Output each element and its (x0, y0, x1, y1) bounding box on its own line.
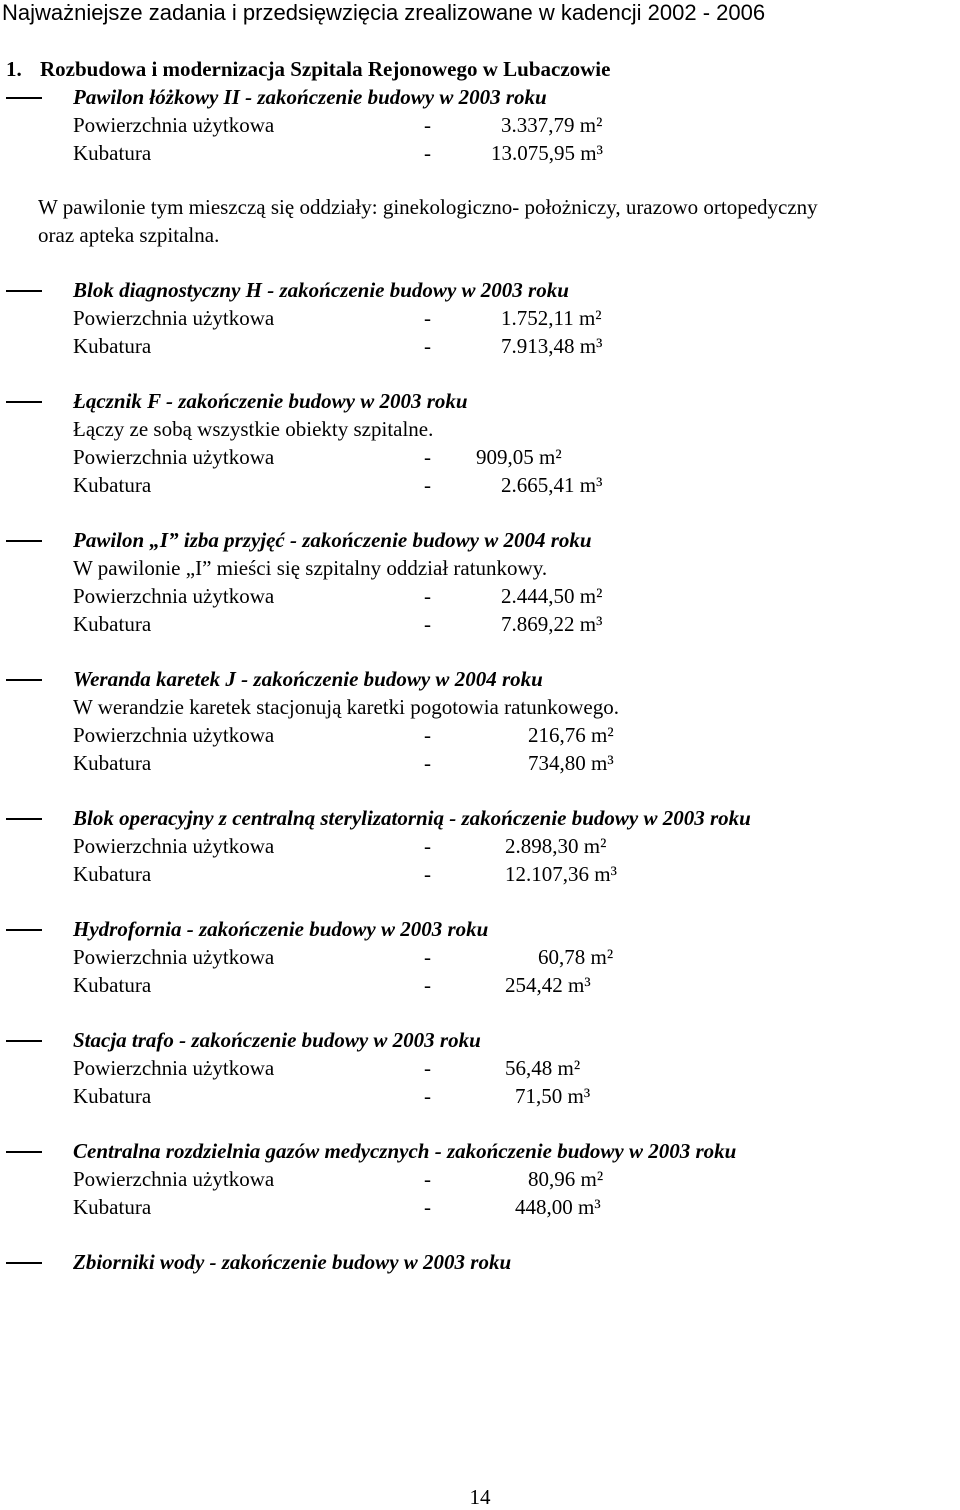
dash-bullet (6, 540, 42, 542)
area-value: 1.752,11 m² (501, 306, 602, 330)
volume-separator: - (424, 1195, 431, 1219)
area-separator: - (424, 1056, 431, 1080)
volume-value: 7.869,22 m³ (501, 612, 603, 636)
area-label: Powierzchnia użytkowa (73, 723, 275, 747)
dash-bullet (6, 1040, 42, 1042)
area-label: Powierzchnia użytkowa (73, 584, 275, 608)
area-separator: - (424, 584, 431, 608)
dash-bullet (6, 1151, 42, 1153)
volume-value: 448,00 m³ (515, 1195, 601, 1219)
volume-label: Kubatura (73, 751, 152, 775)
dash-bullet (6, 1262, 42, 1264)
volume-label: Kubatura (73, 1084, 152, 1108)
area-value: 80,96 m² (528, 1167, 604, 1191)
item-heading: Hydrofornia - zakończenie budowy w 2003 roku (73, 917, 489, 941)
volume-value: 254,42 m³ (505, 973, 591, 997)
volume-label: Kubatura (73, 141, 152, 165)
area-label: Powierzchnia użytkowa (73, 945, 275, 969)
area-value: 909,05 m² (476, 445, 562, 469)
volume-separator: - (424, 473, 431, 497)
item-note: W pawilonie „I” mieści się szpitalny oddział ratunkowy. (73, 556, 548, 580)
volume-label: Kubatura (73, 1195, 152, 1219)
section-title: Rozbudowa i modernizacja Szpitala Rejonowego w Lubaczowie (40, 57, 611, 81)
area-separator: - (424, 445, 431, 469)
area-value: 3.337,79 m² (501, 113, 603, 137)
volume-label: Kubatura (73, 473, 152, 497)
volume-value: 734,80 m³ (528, 751, 614, 775)
item-heading: Pawilon „I” izba przyjęć - zakończenie budowy w 2004 roku (73, 528, 592, 552)
area-value: 60,78 m² (538, 945, 614, 969)
dash-bullet (6, 97, 42, 99)
area-separator: - (424, 1167, 431, 1191)
item-heading: Zbiorniki wody - zakończenie budowy w 2003 roku (73, 1250, 512, 1274)
item-heading: Blok operacyjny z centralną sterylizatornią - zakończenie budowy w 2003 roku (73, 806, 751, 830)
item-note: W pawilonie tym mieszczą się oddziały: ginekologiczno- położniczy, urazowo ortopedyczny (38, 195, 818, 219)
page-number: 14 (469, 1485, 491, 1509)
area-label: Powierzchnia użytkowa (73, 834, 275, 858)
area-separator: - (424, 834, 431, 858)
section-number: 1. (6, 57, 22, 81)
dash-bullet (6, 679, 42, 681)
volume-separator: - (424, 1084, 431, 1108)
dash-bullet (6, 929, 42, 931)
area-label: Powierzchnia użytkowa (73, 1167, 275, 1191)
volume-separator: - (424, 862, 431, 886)
item-heading: Centralna rozdzielnia gazów medycznych - zakończenie budowy w 2003 roku (73, 1139, 737, 1163)
volume-separator: - (424, 141, 431, 165)
volume-label: Kubatura (73, 334, 152, 358)
volume-separator: - (424, 612, 431, 636)
dash-bullet (6, 818, 42, 820)
volume-value: 12.107,36 m³ (505, 862, 617, 886)
volume-label: Kubatura (73, 973, 152, 997)
area-label: Powierzchnia użytkowa (73, 306, 275, 330)
area-separator: - (424, 945, 431, 969)
area-separator: - (424, 113, 431, 137)
item-heading: Pawilon łóżkowy II - zakończenie budowy w 2003 roku (73, 85, 547, 109)
volume-label: Kubatura (73, 612, 152, 636)
area-value: 2.444,50 m² (501, 584, 603, 608)
area-label: Powierzchnia użytkowa (73, 445, 275, 469)
item-heading: Łącznik F - zakończenie budowy w 2003 roku (73, 389, 468, 413)
area-label: Powierzchnia użytkowa (73, 113, 275, 137)
item-note: oraz apteka szpitalna. (38, 223, 220, 247)
item-heading: Weranda karetek J - zakończenie budowy w 2004 roku (73, 667, 543, 691)
item-note: Łączy ze sobą wszystkie obiekty szpitalne. (73, 417, 434, 441)
volume-separator: - (424, 334, 431, 358)
volume-label: Kubatura (73, 862, 152, 886)
dash-bullet (6, 290, 42, 292)
area-separator: - (424, 306, 431, 330)
item-heading: Blok diagnostyczny H - zakończenie budowy w 2003 roku (73, 278, 569, 302)
area-label: Powierzchnia użytkowa (73, 1056, 275, 1080)
volume-value: 2.665,41 m³ (501, 473, 603, 497)
dash-bullet (6, 401, 42, 403)
area-value: 56,48 m² (505, 1056, 581, 1080)
volume-value: 71,50 m³ (515, 1084, 591, 1108)
area-value: 216,76 m² (528, 723, 614, 747)
volume-value: 7.913,48 m³ (501, 334, 603, 358)
volume-separator: - (424, 973, 431, 997)
area-separator: - (424, 723, 431, 747)
area-value: 2.898,30 m² (505, 834, 607, 858)
item-note: W werandzie karetek stacjonują karetki pogotowia ratunkowego. (73, 695, 619, 719)
item-heading: Stacja trafo - zakończenie budowy w 2003 roku (73, 1028, 481, 1052)
volume-separator: - (424, 751, 431, 775)
page-title: Najważniejsze zadania i przedsięwzięcia zrealizowane w kadencji 2002 - 2006 (2, 0, 766, 25)
volume-value: 13.075,95 m³ (491, 141, 603, 165)
